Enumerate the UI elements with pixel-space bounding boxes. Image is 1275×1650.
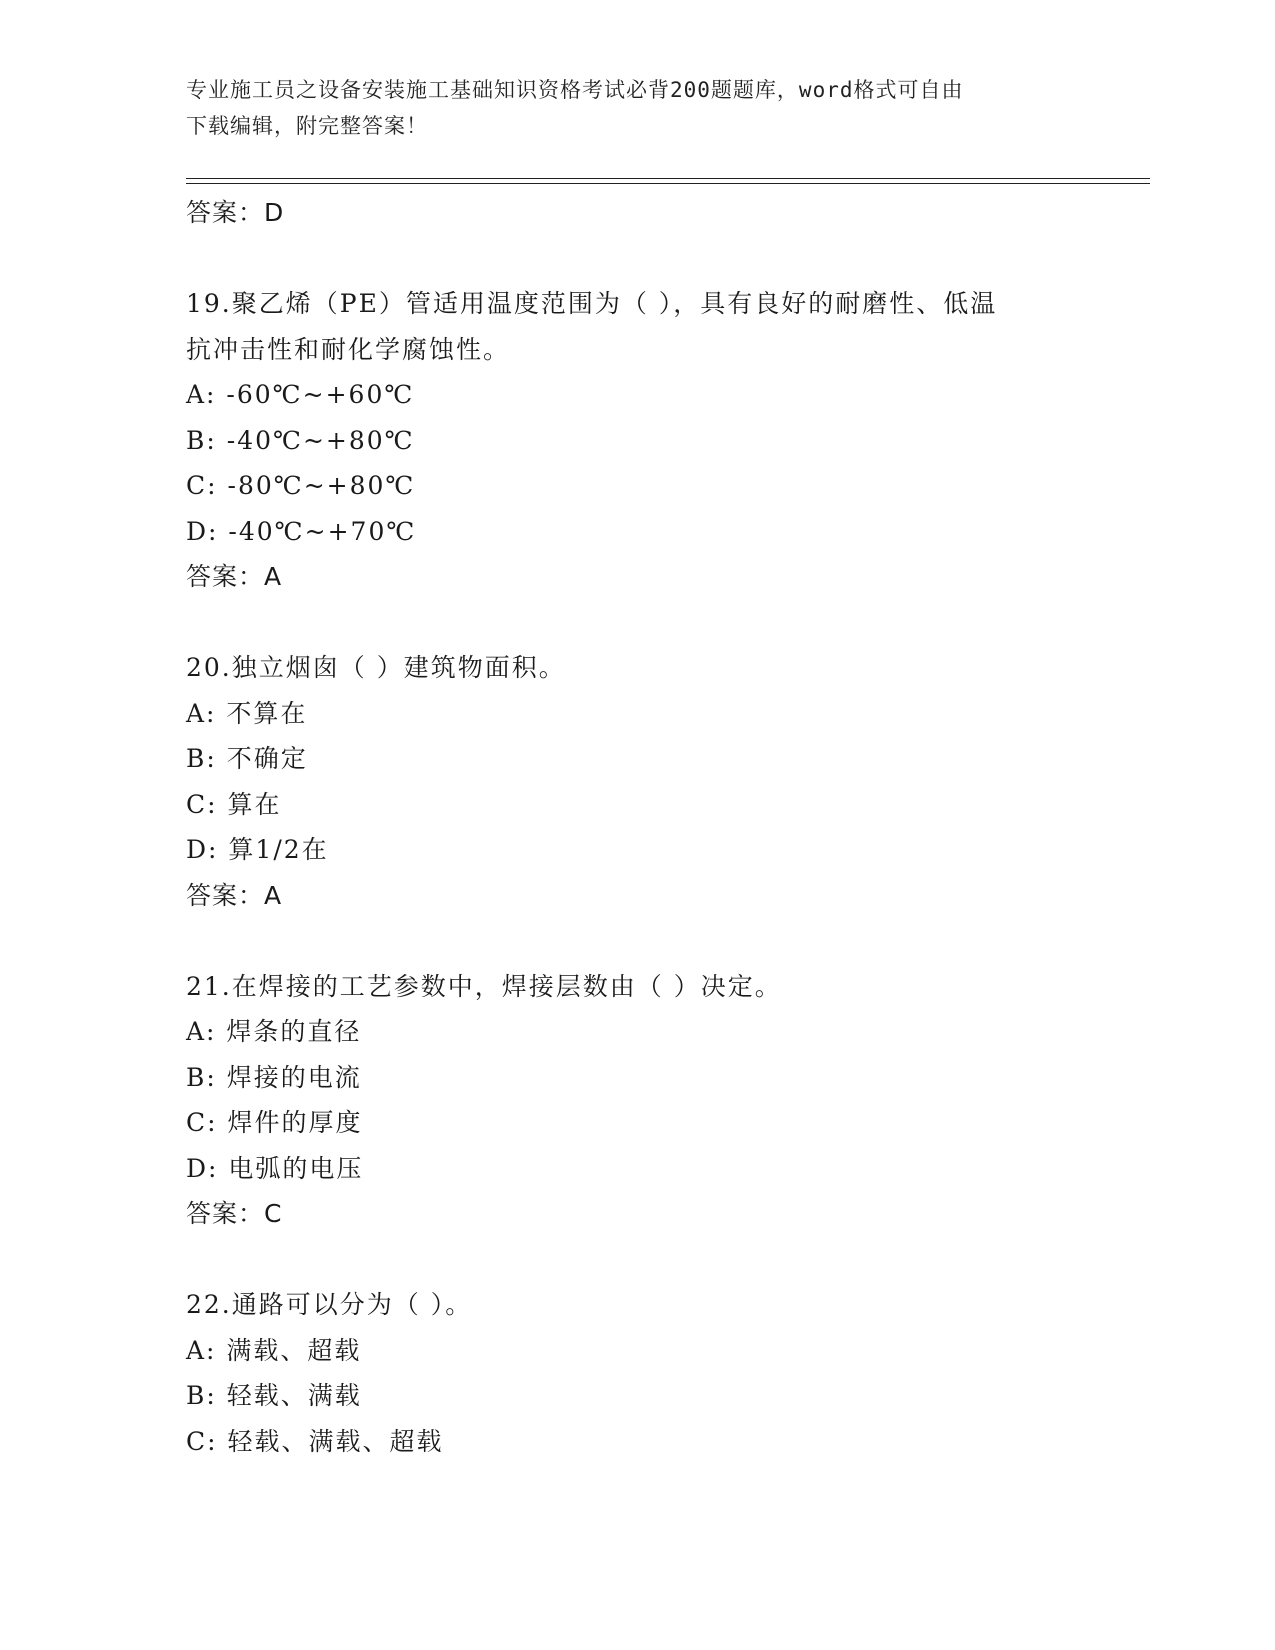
option-a: A: 焊条的直径 [186, 1017, 362, 1046]
spacer [186, 918, 1086, 964]
question-22 [186, 1282, 1086, 1464]
header-line-1: 专业施工员之设备安装施工基础知识资格考试必背200题题库，word格式可自由 [186, 78, 964, 102]
question-list [186, 190, 1086, 1464]
spacer [186, 236, 1086, 282]
header-divider-top [186, 178, 1150, 179]
option-b: B: 焊接的电流 [186, 1062, 362, 1092]
option-b: B: 轻载、满载 [186, 1381, 362, 1410]
option-d: D: 电弧的电压 [186, 1153, 364, 1183]
question-stem-line: 19.聚乙烯（PE）管适用温度范围为（ ），具有良好的耐磨性、低温 [186, 289, 998, 318]
question-stem-line: 21.在焊接的工艺参数中，焊接层数由（ ）决定。 [186, 971, 782, 1001]
option-d: D: -40℃~+70℃ [186, 516, 417, 546]
option-a: A: -60℃~+60℃ [186, 380, 415, 409]
option-c: C: 焊件的厚度 [186, 1108, 363, 1137]
option-c: C: 算在 [186, 789, 282, 819]
option-b: B: 不确定 [186, 744, 308, 773]
option-b: B: -40℃~+80℃ [186, 425, 415, 455]
option-c: C: 轻载、满载、超载 [186, 1426, 444, 1456]
option-d: D: 算1/2在 [186, 835, 329, 864]
question-stem-line: 20.独立烟囱（ ）建筑物面积。 [186, 653, 566, 682]
previous-answer: 答案：D [186, 198, 285, 227]
option-c: C: -80℃~+80℃ [186, 471, 416, 500]
spacer [186, 1237, 1086, 1283]
header-line-2: 下载编辑，附完整答案！ [186, 114, 428, 138]
document-header [186, 72, 1066, 144]
answer-label: 答案：A [186, 562, 283, 591]
option-a: A: 不算在 [186, 698, 308, 728]
answer-label: 答案：A [186, 880, 283, 910]
header-divider-bottom [186, 183, 1150, 184]
question-20 [186, 645, 1086, 918]
spacer [186, 600, 1086, 646]
question-stem-line: 抗冲击性和耐化学腐蚀性。 [186, 334, 511, 364]
question-stem-line: 22.通路可以分为（ ）。 [186, 1290, 473, 1319]
question-21 [186, 964, 1086, 1237]
option-a: A: 满载、超载 [186, 1335, 362, 1365]
answer-label: 答案：C [186, 1199, 283, 1228]
question-19 [186, 281, 1086, 600]
